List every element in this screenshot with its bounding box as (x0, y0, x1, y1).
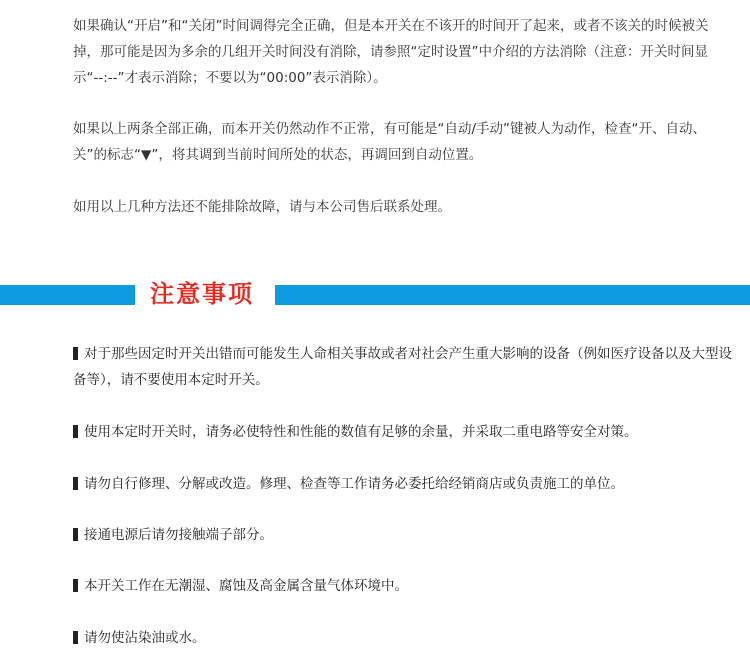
troubleshoot-paragraph-3: 如用以上几种方法还不能排除故障，请与本公司售后联系处理。 (73, 199, 451, 215)
notice-item-text: 请勿使沾染油或水。 (84, 630, 206, 646)
notice-item (73, 471, 733, 497)
bullet-marker-icon (73, 631, 78, 644)
notice-item (73, 573, 733, 599)
notice-item (73, 341, 733, 393)
notice-section-banner (0, 280, 750, 308)
notice-item-text: 请勿自行修理、分解或改造。修理、检查等工作请务必委托给经销商店或负责施工的单位。 (84, 476, 624, 492)
bullet-marker-icon (73, 347, 78, 360)
notice-item (73, 522, 733, 548)
notice-item (73, 419, 733, 445)
bullet-marker-icon (73, 477, 78, 490)
notice-item-text: 对于那些因定时开关出错而可能发生人命相关事故或者对社会产生重大影响的设备（例如医疗设备以及大型设备等），请不要使用本定时开关。 (73, 346, 732, 388)
bullet-marker-icon (73, 528, 78, 541)
notice-section-title: 注意事项 (150, 280, 254, 308)
bullet-marker-icon (73, 579, 78, 592)
bullet-marker-icon (73, 425, 78, 438)
banner-bar-right (275, 285, 750, 305)
banner-bar-left (0, 285, 135, 305)
troubleshoot-paragraph-1: 如果确认“开启”和“关闭”时间调得完全正确，但是本开关在不该开的时间开了起来，或者不该关的时候被关掉，那可能是因为多余的几组开关时间没有消除，请参照“定时设置”中介绍的方法消除（注意：开关时间显示“--:--”才表示消除；不要以为“00:00”表示消除）。 (73, 18, 709, 86)
notice-item (73, 625, 733, 651)
notice-item-text: 本开关工作在无潮湿、腐蚀及高金属含量气体环境中。 (84, 578, 408, 594)
troubleshoot-paragraph-2: 如果以上两条全部正确，而本开关仍然动作不正常，有可能是“自动/手动”键被人为动作，检查“开、自动、关”的标志“▼”，将其调到当前时间所处的状态，再调回到自动位置。 (73, 121, 707, 163)
notice-item-text: 使用本定时开关时，请务必使特性和性能的数值有足够的余量，并采取二重电路等安全对策。 (84, 424, 638, 440)
notice-item-text: 接通电源后请勿接触端子部分。 (84, 527, 273, 543)
